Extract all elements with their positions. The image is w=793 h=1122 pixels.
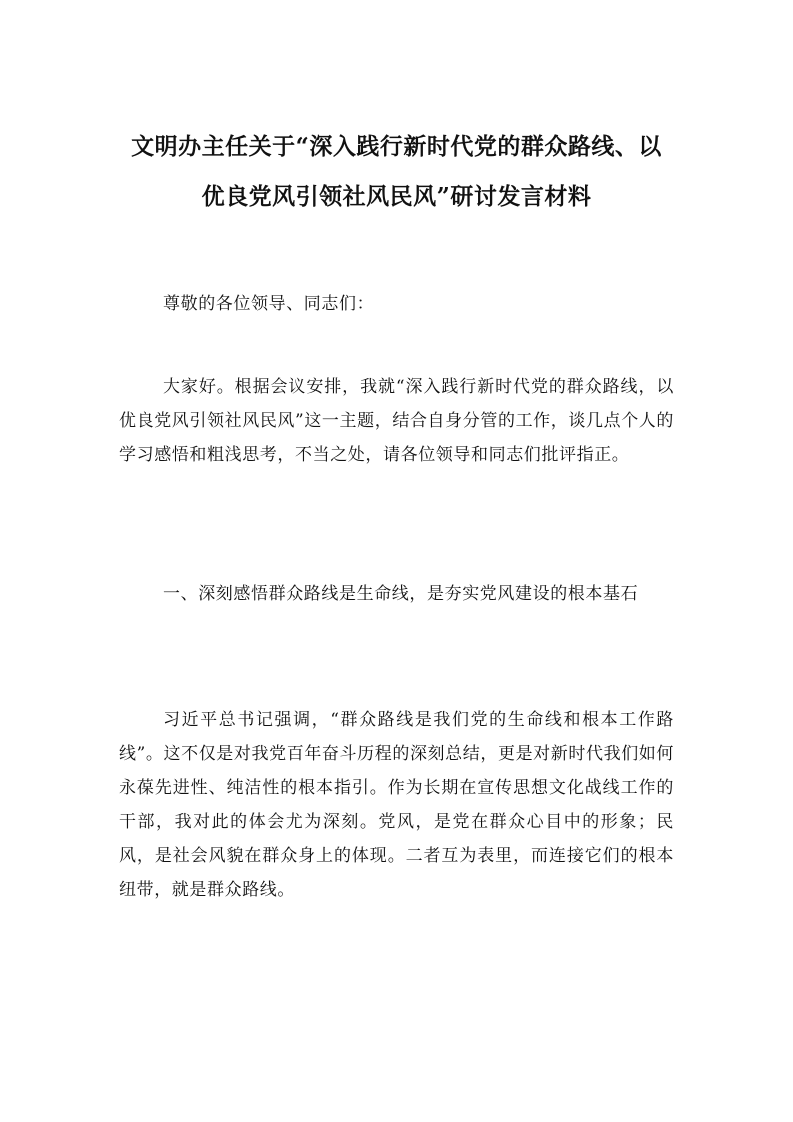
greeting-block bbox=[119, 287, 674, 321]
paragraph-2: 习近平总书记强调，“群众路线是我们党的生命线和根本工作路线”。这不仅是对我党百年奋斗历程的深刻总结，更是对新时代我们如何永葆先进性、纯洁性的根本指引。作为长期在宣传思想文化战线工作的干部，我对此的体会尤为深刻。党风，是党在群众心目中的形象；民风，是社会风貌在群众身上的体现。二者互为表里，而连接它们的根本纽带，就是群众路线。 bbox=[119, 710, 674, 900]
section-heading-block bbox=[119, 577, 674, 611]
paragraph-1: 大家好。根据会议安排，我就“深入践行新时代党的群众路线，以优良党风引领社风民风”这一主题，结合自身分管的工作，谈几点个人的学习感悟和粗浅思考，不当之处，请各位领导和同志们批评指正。 bbox=[119, 377, 674, 465]
title-line-2: 优良党风引领社风民风”研讨发言材料 bbox=[201, 183, 592, 210]
paragraph-intro bbox=[119, 370, 674, 472]
section-heading-1: 一、深刻感悟群众路线是生命线，是夯实党风建设的根本基石 bbox=[163, 584, 639, 604]
greeting: 尊敬的各位领导、同志们： bbox=[163, 294, 375, 314]
document-title bbox=[110, 122, 683, 222]
title-line-1: 文明办主任关于“深入践行新时代党的群众路线、以 bbox=[131, 133, 662, 160]
paragraph-body bbox=[119, 703, 674, 907]
